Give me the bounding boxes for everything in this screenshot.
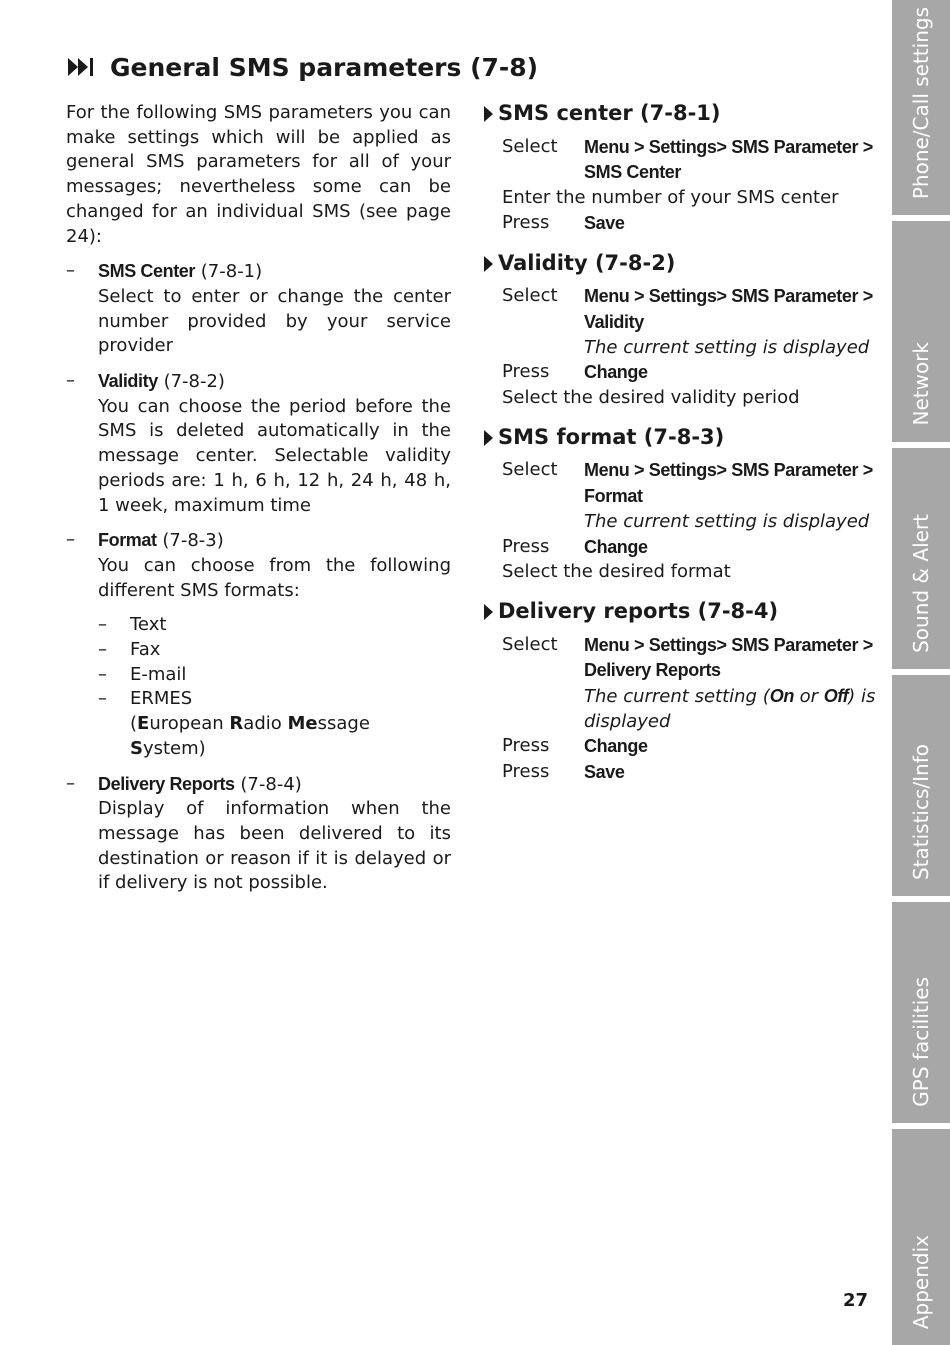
left-column [66,101,451,906]
select-step: Select Menu > Settings> SMS Parameter > Delivery Reports [502,633,873,681]
triangle-right-icon [484,430,493,446]
triangle-right-icon [484,256,493,272]
dash-bullet: – [66,772,75,794]
select-step: Select Menu > Settings> SMS Parameter > Format [502,459,873,507]
section-sms-format [484,425,879,585]
format-list [98,613,451,761]
dash-bullet: – [98,614,107,636]
section-heading: Delivery reports (7-8-4) [484,599,879,624]
item-code: (7-8-1) [200,261,263,283]
note-line: The current setting (On or Off) is displayed [584,686,876,732]
tab-gps-facilities[interactable]: GPS facilities [892,902,950,1123]
intro-paragraph: For the following SMS parameters you can make settings which will be applied as general SMS parameters for all of your messages; nevertheless some can be changed for an individual SMS (see page 24): [66,102,451,247]
dash-bullet: – [98,688,107,710]
tab-phone-call-settings[interactable]: Phone/Call settings [892,0,950,215]
dash-bullet: – [66,529,75,551]
dash-bullet: – [98,663,107,685]
page-title-text: General SMS parameters (7-8) [110,53,539,82]
instruction-line: Enter the number of your SMS center [502,187,839,209]
list-item-validity [66,369,451,518]
dash-bullet: – [66,260,75,282]
format-item [98,687,451,712]
format-label: Fax [130,639,161,661]
item-code: (7-8-2) [163,371,225,393]
note-line: The current setting is displayed [584,510,870,532]
softkey-label: Change [584,536,648,557]
softkey-label: Change [584,362,648,383]
select-step: Select Menu > Settings> SMS Parameter > SMS Center [502,135,873,183]
menu-path: Menu > Settings> SMS Parameter > Validity [584,286,873,332]
page-number: 27 [842,1290,868,1311]
item-code: (7-8-3) [162,530,224,552]
fast-forward-icon [66,56,96,78]
press-step: Press Change [502,361,648,383]
format-item [98,613,451,638]
select-step: Select Menu > Settings> SMS Parameter > Validity [502,285,873,332]
chapter-sidebar [892,0,950,1345]
ermes-expansion: (European Radio Message System) [130,713,370,759]
softkey-label: Save [584,762,625,783]
dash-bullet: – [98,639,107,661]
item-name: Delivery Reports [98,773,235,794]
list-item-sms-center [66,259,451,359]
section-heading: SMS center (7-8-1) [484,101,879,126]
item-name: Format [98,530,157,551]
instruction-line: Select the desired format [502,561,731,583]
item-description: You can choose the period before the SMS is deleted automatically in the message center. Selectable validity periods are: 1 h, 6 h, 12 h, 24 h, 48 h, 1 week, maximum time [98,395,451,516]
section-delivery-reports [484,599,879,786]
section-validity [484,251,879,411]
instruction-line: Select the desired validity period [502,387,800,409]
tab-appendix[interactable]: Appendix [892,1129,950,1345]
format-label: ERMES [130,688,193,710]
list-item-delivery-reports [66,772,451,897]
item-description: You can choose from the following different SMS formats: [98,554,451,601]
press-step: Press Change [502,735,648,757]
page-title [66,53,538,82]
menu-path: Menu > Settings> SMS Parameter > Delivery Reports [584,634,873,681]
softkey-label: Change [584,736,648,757]
note-line: The current setting is displayed [584,336,870,358]
item-description: Select to enter or change the center number provided by your service provider [98,285,451,357]
tab-sound-alert[interactable]: Sound & Alert [892,448,950,669]
item-name: Validity [98,371,158,392]
menu-path: Menu > Settings> SMS Parameter > Format [584,460,873,507]
tab-statistics-info[interactable]: Statistics/Info [892,675,950,896]
item-description: Display of information when the message has been delivered to its destination or reason if it is delayed or if delivery is not possible. [98,798,451,894]
item-name: SMS Center [98,261,196,282]
menu-path: Menu > Settings> SMS Parameter > SMS Center [584,136,873,183]
right-column [484,101,879,800]
press-step: Press Save [502,211,625,233]
format-item [98,638,451,663]
section-heading: Validity (7-8-2) [484,251,879,276]
item-code: (7-8-4) [240,773,302,795]
softkey-label: Save [584,212,625,233]
tab-network[interactable]: Network [892,221,950,442]
section-heading: SMS format (7-8-3) [484,425,879,450]
press-step: Press Save [502,761,625,783]
press-step: Press Change [502,535,648,557]
triangle-right-icon [484,106,493,122]
triangle-right-icon [484,604,493,620]
dash-bullet: – [66,370,75,392]
format-item [98,663,451,688]
format-label: Text [130,614,167,636]
list-item-format [66,528,451,761]
format-label: E-mail [130,663,187,685]
section-sms-center [484,101,879,237]
